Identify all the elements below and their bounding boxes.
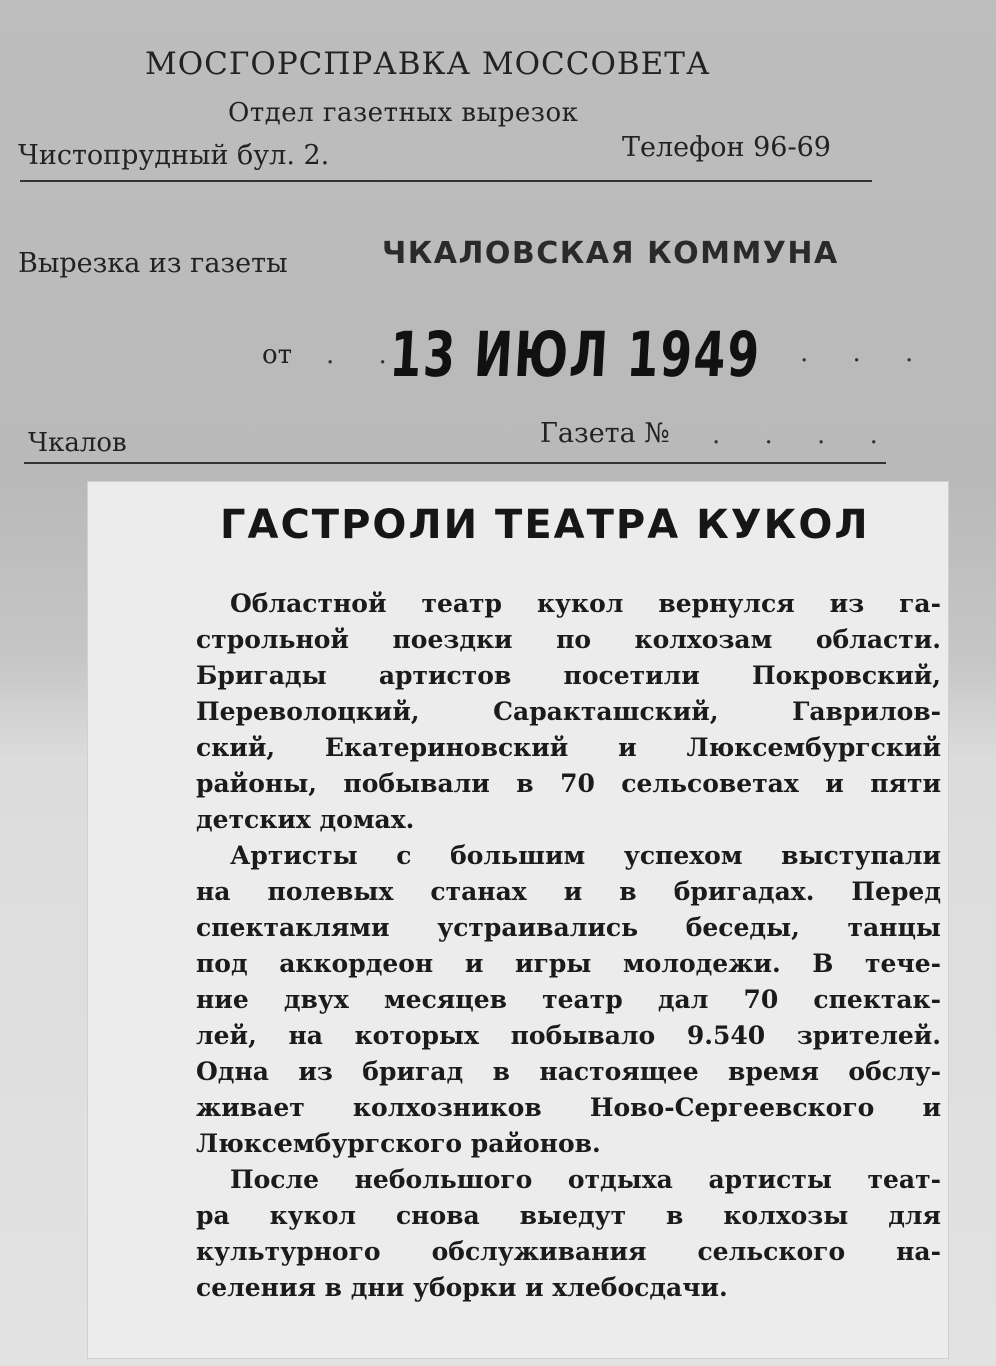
article-line: Артисты с большим успехом выступали — [230, 841, 941, 870]
city-name: Чкалов — [28, 428, 127, 458]
date-stamp: 13 ИЮЛ 1949 — [387, 318, 763, 391]
article-line: ние двух месяцев театр дал 70 спектак- — [196, 985, 941, 1014]
article-line: на полевых станах и в бригадах. Перед — [196, 877, 941, 906]
article-line: После небольшого отдыха артисты теат- — [230, 1165, 941, 1194]
article-line: Люксембургского районов. — [196, 1129, 601, 1158]
clip-source-label: Вырезка из газеты — [18, 248, 288, 279]
department-name: Отдел газетных вырезок — [228, 98, 579, 128]
issue-number-label: Газета № — [540, 418, 670, 449]
phone-number: Телефон 96-69 — [622, 132, 831, 163]
date-label: от — [262, 340, 293, 370]
article-line: ский, Екатериновский и Люксембургский — [196, 733, 941, 762]
article-line: живает колхозников Ново-Сергеевского и — [196, 1093, 941, 1122]
article-line: детских домах. — [196, 805, 415, 834]
article-title: ГАСТРОЛИ ТЕАТРА КУКОЛ — [220, 502, 870, 548]
header-divider — [20, 180, 872, 182]
newspaper-clipping — [88, 482, 948, 1358]
article-line: под аккордеон и игры молодежи. В тече- — [196, 949, 941, 978]
form-divider — [24, 462, 886, 464]
bureau-name: МОСГОРСПРАВКА МОССОВЕТА — [145, 46, 711, 82]
article-line: спектаклями устраивались беседы, танцы — [196, 913, 941, 942]
newspaper-name: ЧКАЛОВСКАЯ КОММУНА — [382, 236, 839, 271]
date-dots-left: . . — [326, 340, 405, 370]
article-line: селения в дни уборки и хлебосдачи. — [196, 1273, 728, 1302]
article-line: Одна из бригад в настоящее время обслу- — [196, 1057, 941, 1086]
article-line: Переволоцкий, Саракташский, Гаврилов- — [196, 697, 941, 726]
issue-dots: . . . . — [712, 420, 896, 450]
article-line: Бригады артистов посетили Покровский, — [196, 661, 941, 690]
article-line: районы, побывали в 70 сельсоветах и пяти — [196, 769, 941, 798]
article-body — [196, 586, 941, 1306]
article-line: культурного обслуживания сельского на- — [196, 1237, 941, 1266]
article-line: ра кукол снова выедут в колхозы для — [196, 1201, 941, 1230]
article-line: Областной театр кукол вернулся из га- — [230, 589, 941, 618]
article-line: лей, на которых побывало 9.540 зрителей. — [196, 1021, 941, 1050]
address: Чистопрудный бул. 2. — [18, 140, 330, 171]
article-line: строльной поездки по колхозам области. — [196, 625, 941, 654]
date-dots-right: . . . — [800, 338, 932, 368]
